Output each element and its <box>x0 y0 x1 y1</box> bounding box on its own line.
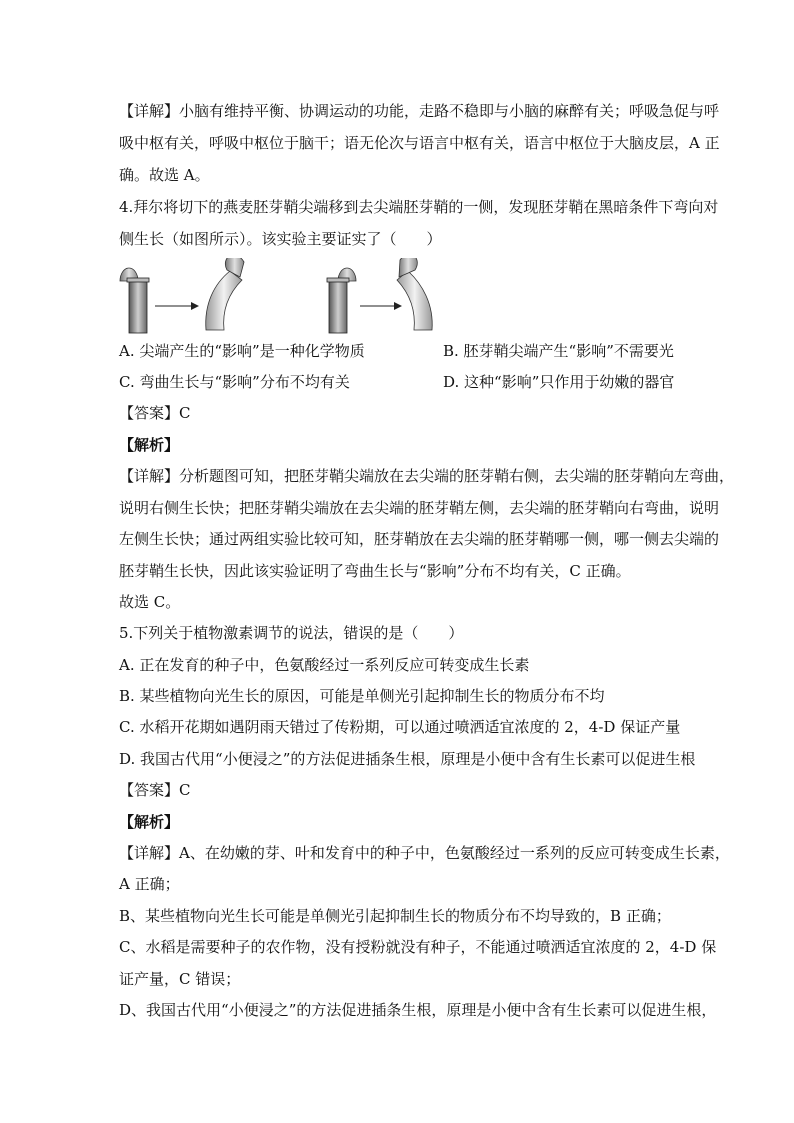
option-d: D. 这种“影响”只作用于幼嫩的器官 <box>443 373 675 391</box>
question-5-stem: 5.下列关于植物激素调节的说法，错误的是（ ） <box>119 624 464 642</box>
group-2-start <box>327 268 356 333</box>
detail-line: 证产量，C 错误； <box>119 970 241 988</box>
option-b: B. 某些植物向光生长的原因，可能是单侧光引起抑制生长的物质分布不均 <box>119 687 605 705</box>
group-2-result-bent-right <box>397 258 432 330</box>
detail-line: B、某些植物向光生长可能是单侧光引起抑制生长的物质分布不均导致的，B 正确； <box>119 907 671 925</box>
option-b: B. 胚芽鞘尖端产生“影响”不需要光 <box>443 342 674 360</box>
arrow-icon <box>155 302 199 310</box>
detail-line: 说明右侧生长快；把胚芽鞘尖端放在去尖端的胚芽鞘左侧，去尖端的胚芽鞘向右弯曲，说明 <box>119 499 720 517</box>
detail-line: C、水稻是需要种子的农作物，没有授粉就没有种子，不能通过喷洒适宜浓度的 2，4-D 保 <box>119 938 717 956</box>
arrow-icon <box>360 302 402 310</box>
detail-line: 左侧生长快；通过两组实验比较可知，胚芽鞘放在去尖端的胚芽鞘哪一侧，哪一侧去尖端的 <box>119 530 720 548</box>
answer-label: 【答案】C <box>119 404 191 422</box>
option-a: A. 正在发育的种子中，色氨酸经过一系列反应可转变成生长素 <box>119 656 530 674</box>
detail-line: 吸中枢有关，呼吸中枢位于脑干；语无伦次与语言中枢有关，语言中枢位于大脑皮层，A 正 <box>119 134 720 152</box>
question-4-stem: 侧生长（如图所示）。该实验主要证实了（ ） <box>119 230 442 248</box>
detail-line: A 正确； <box>119 875 180 893</box>
option-c: C. 水稻开花期如遇阴雨天错过了传粉期，可以通过喷洒适宜浓度的 2，4-D 保证产量 <box>119 718 681 736</box>
analysis-label: 【解析】 <box>119 436 180 454</box>
analysis-label: 【解析】 <box>119 813 180 831</box>
option-d: D. 我国古代用“小便浸之”的方法促进插条生根，原理是小便中含有生长素可以促进生根 <box>119 750 696 768</box>
detail-line: 确。故选 A。 <box>119 166 210 184</box>
detail-line: 【详解】分析题图可知，把胚芽鞘尖端放在去尖端的胚芽鞘右侧，去尖端的胚芽鞘向左弯曲， <box>119 467 735 485</box>
conclusion: 故选 C。 <box>119 593 181 611</box>
option-a: A. 尖端产生的“影响”是一种化学物质 <box>119 342 365 360</box>
option-c: C. 弯曲生长与“影响”分布不均有关 <box>119 373 350 391</box>
group-1-result-bent-left <box>206 258 244 330</box>
coleoptile-experiment-figure <box>118 258 448 334</box>
group-1-start <box>120 268 149 333</box>
detail-line: 【详解】小脑有维持平衡、协调运动的功能，走路不稳即与小脑的麻醉有关；呼吸急促与呼 <box>119 102 720 120</box>
detail-line: 胚芽鞘生长快，因此该实验证明了弯曲生长与“影响”分布不均有关，C 正确。 <box>119 562 631 580</box>
answer-label: 【答案】C <box>119 781 191 799</box>
question-4-stem: 4.拜尔将切下的燕麦胚芽鞘尖端移到去尖端胚芽鞘的一侧，发现胚芽鞘在黑暗条件下弯向对 <box>119 198 719 216</box>
detail-line: D、我国古代用“小便浸之”的方法促进插条生根，原理是小便中含有生长素可以促进生根， <box>119 1001 717 1019</box>
detail-line: 【详解】A、在幼嫩的芽、叶和发育中的种子中，色氨酸经过一系列的反应可转变成生长素， <box>119 844 730 862</box>
